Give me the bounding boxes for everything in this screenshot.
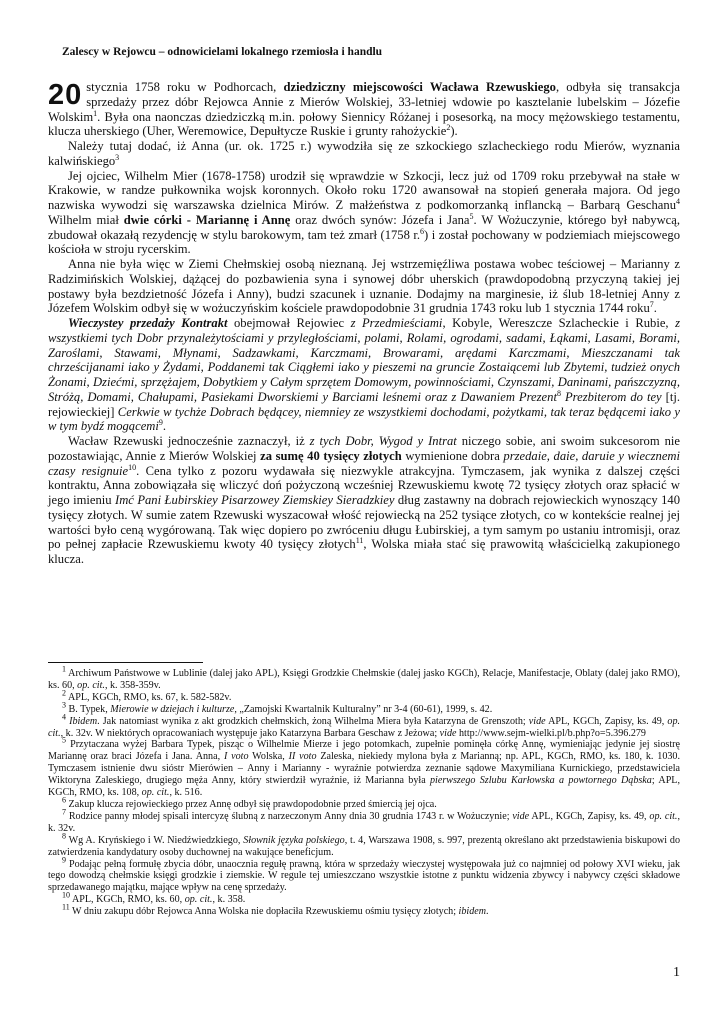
italic-run: vide [528,715,546,727]
text-run: B. Typek, [66,703,111,715]
text-run: Zaleska, niekiedy mylona była z Marianną; np. APL, KGCh, RMO, ks. 180, k. 1030. Tymczasem istnienie dwu sióstr Mierówien – Anny i Marianny - wyraźnie potwierdza zeznanie sądowe Maxymiliana Kurnickiego, przedstawiciela Wiktoryna Zaleskiego, drugiego męża Anny, który stwierdził wyraźnie, iż Marianna była [48,751,681,787]
footnote-number: 2 [62,688,66,698]
text-run: [tj. rejowieckiej] [48,389,681,419]
paragraph-5 [48,316,680,434]
text-run: , k. 32v. W niektórych opracowaniach występuje jako Katarzyna Barbara Geschaw z Jeżowa; [60,727,440,739]
italic-run: Cerkwie w tychże Dobrach będącey, niemniey ze wszystkiemi dochodami, pożytkami, tak teraz będącemi iako y w tym bydź mogącemi [48,404,680,434]
text-run: , k. 516. [169,787,203,799]
text-run: , k. 32v. [48,810,680,834]
text-run: , „Zamojski Kwartalnik Kulturalny” nr 3-4 (60-61), 1999, s. 42. [234,703,493,715]
text-run: , Wolska miała stać się prawowitą właścicielką zakupionego klucza. [48,537,680,566]
footnote-ref-10[interactable]: 10 [128,462,137,472]
text-run: APL, KGCh, RMO, ks. 60, [70,894,185,906]
footnote-3 [48,700,680,716]
paragraph-6 [48,434,680,567]
footnote-ref-8[interactable]: 8 [556,388,561,398]
footnote-number: 8 [62,831,66,841]
text-run: stycznia 1758 roku w Podhorcach, [86,80,284,94]
footnote-5 [48,736,681,799]
text-run: , k. 358-359v. [104,679,161,691]
footnote-number: 4 [62,712,66,722]
text-run: . [653,301,657,316]
footnote-number: 7 [62,807,66,817]
paragraph-4 [48,257,680,316]
footnote-2 [48,688,680,704]
footnote-11 [48,902,680,918]
text-run: ). [450,124,458,139]
footnote-ref-6[interactable]: 6 [420,226,425,236]
page-number: 1 [673,965,680,980]
text-run: . Cena tylko z pozoru wydawała się niezwykle atrakcyjna. Tymczasem, jak wynika z dalszej części kontraktu, Anna zobowiązała się wliczyć doń pożyczoną wcześniej Rzewuskiemu kwotę 72 tysięcy złotych oraz spłacić w jego imieniu [48,463,680,507]
text-run: APL, KGCh, RMO, ks. 67, k. 582-582v. [66,691,232,703]
italic-run: op. cit. [77,679,105,691]
italic-run: pierwszego Szlubu Karłowska a powtornego Dąbska [430,775,652,787]
footnote-number: 5 [62,736,66,746]
footnote-number: 3 [62,700,66,710]
text-run: Wacław Rzewuski jednocześnie zaznaczył, iż [68,434,310,448]
italic-run: op. cit. [184,894,213,906]
text-run: Jej ojciec, Wilhelm Mier (1678-1758) urodził się wprawdzie w Szkocji, lecz już od 1709 roku przebywał na stałe w Krakowie, w randze pułkownika wojsk koronnych. Około roku 1720 awansował na stopień generała majora. Od jego nazwiska wywodzi się warszawska dzielnica Mirów. Z małżeństwa z podkomorzanką inflancką – Barbarą Geschanu [48,168,680,212]
italic-run: op. cit. [649,810,678,822]
footnote-1 [48,664,680,692]
footnote-ref-1[interactable]: 1 [93,108,98,118]
text-run: oraz dwóch synów: Józefa i Jana [290,212,470,227]
footnote-10 [48,890,680,906]
italic-run: vide [439,727,457,739]
footnote-ref-7[interactable]: 7 [649,300,654,310]
italic-run: Mierowie w dziejach i kulturze [110,703,235,715]
footnote-number: 1 [62,664,66,674]
bold-run: dziedziczny miejscowości Wacława Rzewuskiego [283,80,556,94]
footnote-ref-11[interactable]: 11 [355,536,364,546]
italic-run: vide [512,810,530,822]
footnote-7 [48,807,680,835]
footnote-ref-9[interactable]: 9 [158,418,163,428]
text-run: , Kobyle, Wereszcze Szlacheckie i Rubie, [442,316,676,330]
footnote-ref-2[interactable]: 2 [446,123,451,133]
footnote-4 [48,712,681,740]
text-run: ) i został pochowany w podziemiach miejscowego kościoła w stroju rycerskim. [48,227,680,257]
text-run: , odbyła się transakcja sprzedaży przez dóbr Rejowca Annie z Mierów Wolskiej, 33-letniej wdowie po kasztelanie lubelskim – Józefie Wolskim [48,80,680,124]
text-run: APL, KGCh, Zapisy, ks. 49, [545,715,668,727]
italic-run: op. cit. [141,787,170,799]
paragraph-1 [48,80,680,139]
text-run: . W Wożuczynie, którego był nabywcą, zbudował okazałą rezydencję w stylu barokowym, tam też zmarł (1758 r. [48,212,680,242]
footnote-ref-5[interactable]: 5 [469,211,474,221]
italic-run: Słownik języka polskiego [243,834,345,846]
italic-run: Imć Pani Łubirskiey Pisarzowey Ziemskiey Sieradzkiey [115,493,395,507]
footnote-number: 10 [62,890,70,900]
text-run: . [162,419,167,434]
text-run: Zakup klucza rejowieckiego przez Annę odbył się prawdopodobnie przed śmiercią jej ojca. [66,798,437,810]
bold-italic-run: Wieczystey przedaży Kontrakt [68,316,228,330]
footnote-6 [48,795,680,811]
text-run: , t. 4, Warszawa 1908, s. 997, prezentą określano akt przedstawienia biskupowi do zatwierdzenia kandydatury osoby duchownej na wakujące beneficjum. [48,834,680,858]
text-run: Należy tutaj dodać, iż Anna (ur. ok. 1725 r.) wywodziła się ze szkockiego szlacheckiego rodu Mierów, wyznania kalwińskiego [48,139,680,168]
italic-run: z wszystkiemi tych Dobr przynależytościami y przyległościami, polami, Rolami, ogrodami, sadami, Łąkami, Lasami, Borami, Zaroślami, Stawami, Młynami, Sadzawkami, Karczmami, Browarami, arędami Karczmami, Mieszczanami tak chrześcijanami iako y Żydami, Poddanemi tak Ciągłemi iako y pieszemi na gruncie Zostaiącemi lub Zbytemi, tudzież onych Żonami, Dziećmi, sprzężajem, Dobytkiem y Całym sprzętem Domowym, powinnościami, Czynszami, Daninami, pańszczyzną, Stróżą, Domami, Chałupami, Pasiekami Dworskiemi y Barciami leśnemi oraz z Dawaniem Prezent [48,316,680,404]
footnote-number: 6 [62,795,66,805]
italic-run: I voto [223,751,249,763]
text-run: Rodzice panny młodej spisali intercyzę ślubną z narzeczonym Anny dnia 30 grudnia 1743 r. w Wożuczynie; [66,810,513,822]
main-text [48,80,680,567]
text-run: Wilhelm miał [48,212,124,227]
text-run: niczego sobie, ani swoim sukcesorom nie pozostawiając, Annie z Mierów Wolskiej [48,434,680,463]
paragraph-3 [48,169,680,258]
text-run: dług zastawny na dobrach rejowieckich wynoszący 140 tysięcy złotych. W sumie zatem Rzewuski wyszacował włość rejowiecką na 252 tysiące złotych, co w kontekście realnej jej wartości było ceną wygórowaną. Tak więc dopiero po zwróceniu długu Łubirskiej, a tym samym po ustaniu intromisji, oraz po pełnej zapłacie Rzewuskiemu kwoty 40 tysięcy złotych [48,493,680,552]
text-run: obejmował Rejowiec [227,316,351,330]
bold-run: dwie córki - Mariannę i Annę [123,212,291,227]
bold-run: za sumę 40 tysięcy złotych [260,448,402,463]
text-run: wymienione dobra [401,448,504,463]
italic-run: przedaie, daie, daruie y wiecznemi czasy resignuie [48,448,681,478]
text-run: Wolska, [248,751,289,763]
footnote-number: 11 [62,902,70,912]
italic-run: Prezbiterom do tey [560,389,662,404]
text-run: Archiwum Państwowe w Lublinie (dalej jako APL), Księgi Grodzkie Chełmskie (dalej jasko KGCh), Relacje, Manifestacje, Oblaty (dalej jako RMO), ks. 60, [48,668,680,691]
text-run: . Była ona naonczas dziedziczką m.in. połowy Siennicy Różanej i posesorką, na mocy mężowskiego testamentu, klucza uherskiego (Uher, Weremowice, Depułtycze Ruskie i grunty rahożyckie [48,109,680,139]
footnote-number: 9 [62,855,66,865]
text-run: Wg A. Kryńskiego i W. Niedźwiedzkiego, [66,834,244,846]
paragraph-2 [48,139,680,169]
text-run: . [486,906,489,918]
source-link[interactable]: http://www.sejm-wielki.pl/b.php?o=5.396.279 [456,727,646,739]
footnote-ref-3[interactable]: 3 [115,152,120,162]
italic-run: z Przedmieściami [350,316,443,330]
italic-run: Ibidem [69,715,98,727]
footnote-separator [48,662,203,663]
text-run: W dniu zakupu dóbr Rejowca Anna Wolska nie dopłaciła Rzewuskiemu ośmiu tysięcy złotych; [69,906,459,918]
text-run: APL, KGCh, Zapisy, ks. 49, [529,810,650,822]
text-run: ; APL, KGCh, RMO, ks. 108, [48,775,680,799]
footnote-ref-4[interactable]: 4 [676,196,680,206]
text-run: Anna nie była więc w Ziemi Chełmskiej osobą nieznaną. Jej wstrzemięźliwa postawa wobec teściowej – Marianny z Radzimińskich Wolskiej, dążącej do pozbawienia syna i synowej dóbr uherskich (prawdopodobną przyczyną takiej jej postawy była bezdzietność Józefa i Anny), budzi szacunek i uznanie. Dodajmy na marginesie, iż ślub 18-letniej Anny z Józefem Wolskim odbył się w wożuczyńskim kościele prawdopodobnie 31 grudnia 1743 roku lub 1 stycznia 1744 roku [48,257,680,316]
running-header: Zalescy w Rejowcu – odnowicielami lokalnego rzemiosła i handlu [62,46,383,58]
text-run: Podając pełną formułę zbycia dóbr, unaocznia regułę prawną, która w sprzedaży wieczystej występowała już co najmniej od połowy XVI wieku, jak tego dowodzą chełmskie księgi grodzkie i ziemskie. W regule tej umieszczano wszystkie istotne z punktu widzenia zbywcy i nabywcy części składowe sprzedawanego majątku, mające wpływ na cenę sprzedaży. [48,858,680,894]
text-run: , k. 358. [212,894,246,906]
footnotes [48,664,681,918]
footnote-9 [48,855,680,895]
drop-cap: 20 [48,79,83,111]
text-run: Przytaczana wyżej Barbara Typek, pisząc o Wilhelmie Mierze i jego potomkach, zupełnie pominęła córkę Annę, wymieniając jedynie jej siostrę Mariannę oraz braci Józefa i Jana. Anna, [48,739,680,763]
italic-run: z tych Dobr, Wygod y Intrat [309,434,457,448]
italic-run: op. cit. [48,715,681,739]
italic-run: ibidem [458,906,487,918]
italic-run: II voto [288,751,317,763]
footnote-8 [48,831,680,859]
text-run: . Jak natomiast wynika z akt grodzkich chełmskich, żoną Wilhelma Miera była Katarzyna de Grenszoth; [97,715,529,727]
